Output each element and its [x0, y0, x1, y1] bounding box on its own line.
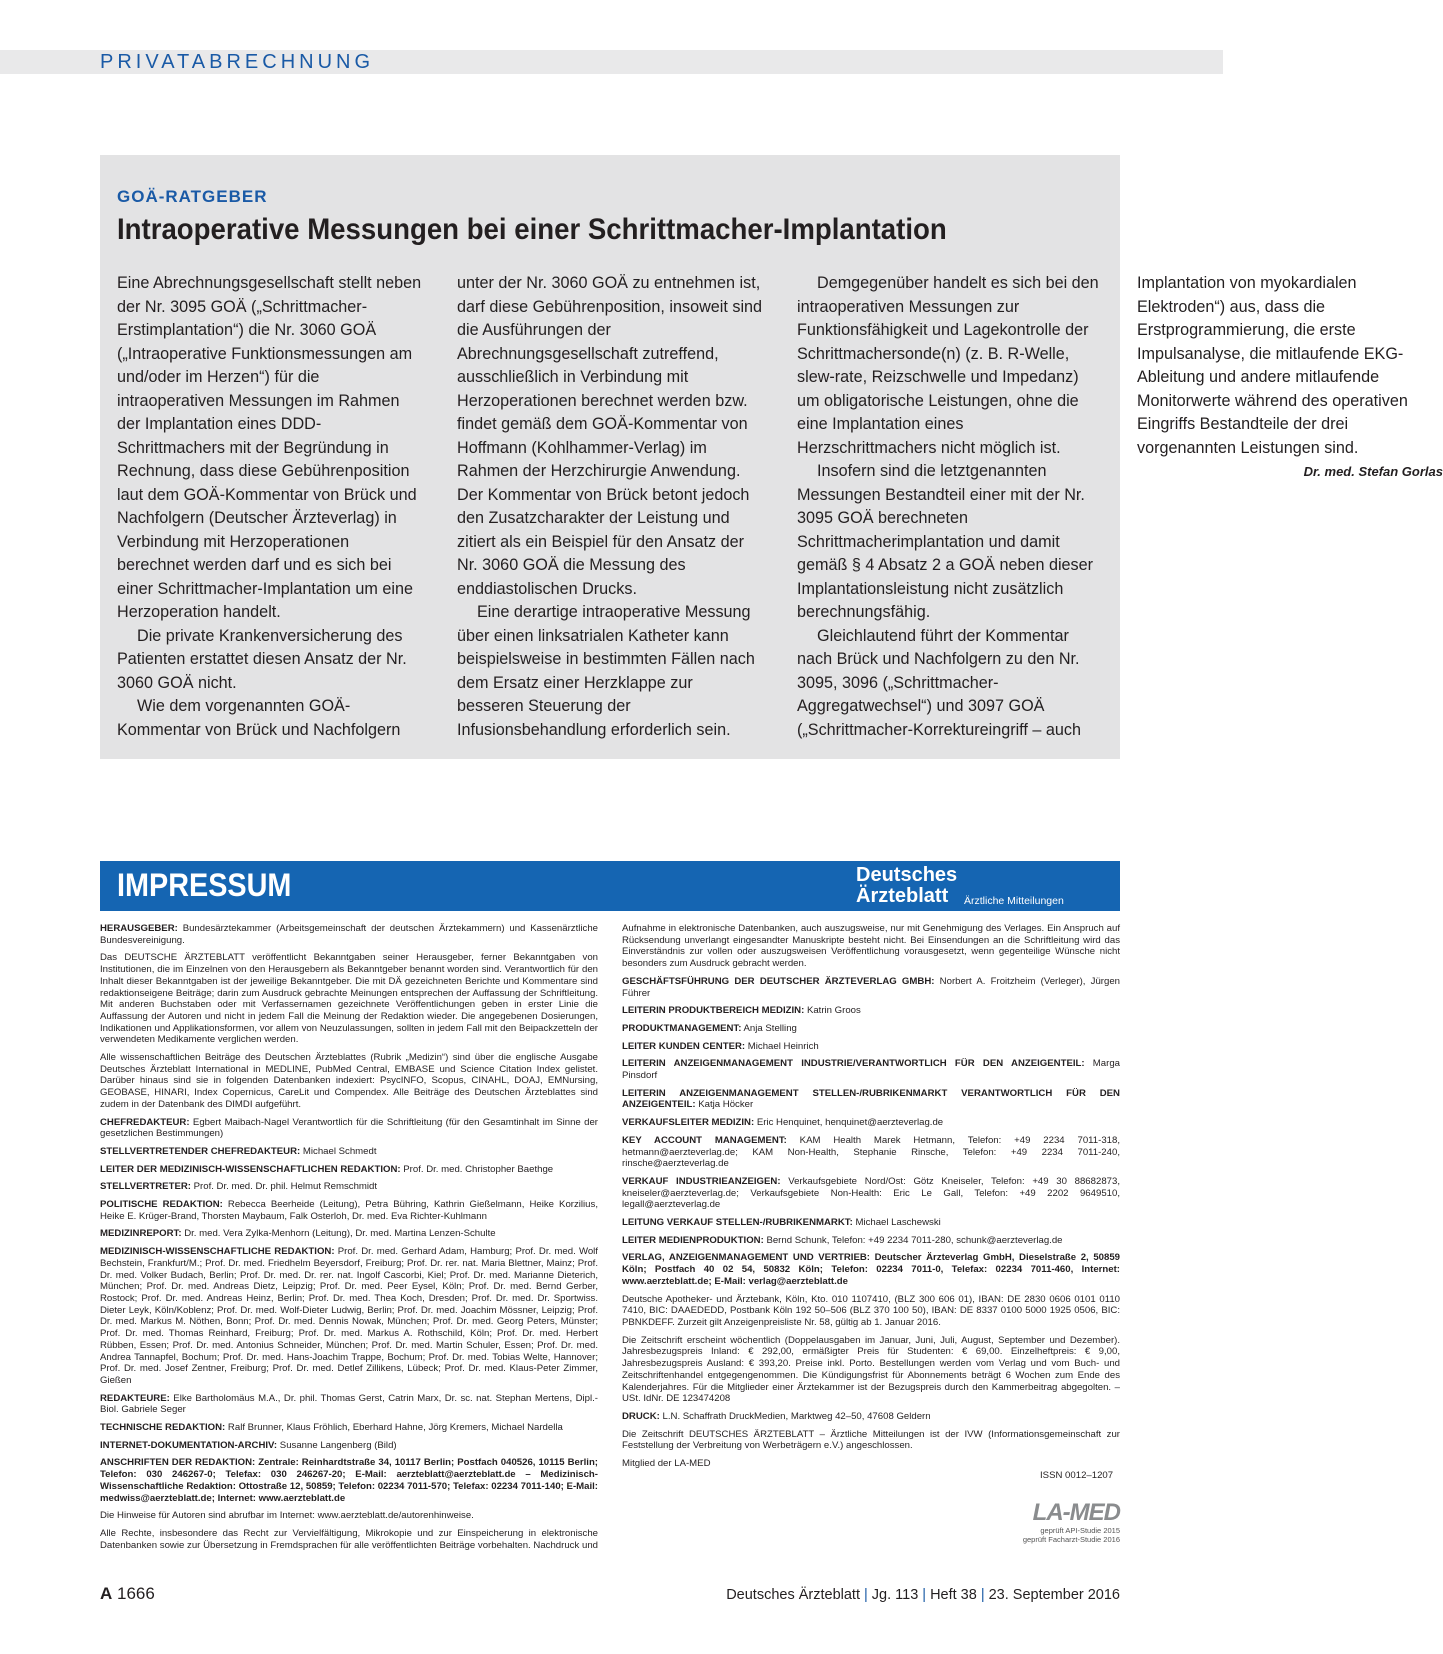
impressum-item-head: TECHNISCHE REDAKTION: — [100, 1422, 226, 1434]
impressum-item-text: Alle wissenschaftlichen Beiträge des Deutschen Ärzteblattes (Rubrik „Medizin“) sind über die englische Ausgabe Deutsches Ärzteblatt International in MEDLINE, PubMed Central, EMBASE und Science Citation Index gelistet. Darüber hinaus sind sie in folgenden Datenbanken indexiert: PsycINFO, Scopus, CINAHL, DOAJ, EMNursing, GEOBASE, HINARI, Index Copernicus, CareLit und Compendex. Alle Beiträge des Deutschen Ärzteblattes sind zudem in der Datenbank des DIMDI aufgeführt. — [100, 1052, 598, 1110]
impressum-item-text: Prof. Dr. med. Christopher Baethge — [400, 1163, 554, 1175]
impressum-item-text: Marga Pinsdorf — [622, 1058, 1121, 1082]
impressum-item-head: MEDIZINREPORT: — [100, 1228, 182, 1240]
page-prefix: A — [100, 1584, 113, 1603]
impressum-body — [100, 923, 1120, 1553]
impressum-item-text: Ralf Brunner, Klaus Fröhlich, Eberhard Hahne, Jörg Kremers, Michael Nardella — [225, 1422, 563, 1434]
impressum-item-text: Katja Höcker — [695, 1099, 754, 1111]
impressum-item-text: Rebecca Beerheide (Leitung), Petra Bühring, Kathrin Gießelmann, Heike Korzilius, Heike E. Krüger-Brand, Thorsten Maybaum, Falk Osterloh, Dr. med. Eva Richter-Kuhlmann — [100, 1199, 598, 1222]
impressum-item — [100, 1052, 598, 1111]
article-author: Dr. med. Stefan Gorlas — [1303, 464, 1443, 479]
impressum-item — [100, 1422, 598, 1434]
impressum-item-text: Die Zeitschrift erscheint wöchentlich (Doppelausgaben im Januar, Juni, Juli, August, September und Dezember). Jahresbezugspreis Inland: € 292,00, ermäßigter Preis für Studenten: € 69,00. Einzelheftpreis: € 9,00, Jahresbezugspreis Ausland: € 393,20. Preise inkl. Porto. Bestellungen werden vom Verlag und vom Buch- und Zeitschriftenhandel entgegengenommen. Die Kündigungsfrist für Abonnements beträgt 6 Wochen zum Ende des Kalenderjahres. Für die Mitglieder einer Ärztekammer ist der Bezugspreis durch den Kammerbeitrag abgegolten. – USt. IdNr. DE 123474208 — [622, 1334, 1120, 1405]
impressum-item-text: Dr. med. Vera Zylka-Menhorn (Leitung), Dr. med. Martina Lenzen-Schulte — [181, 1228, 496, 1240]
impressum-item-head: STELLVERTRETER: — [100, 1181, 191, 1193]
impressum-item-text: Egbert Maibach-Nagel Verantwortlich für die Schriftleitung (für den Gesamtinhalt im Sinne der gesetzlichen Bestimmungen) — [100, 1116, 598, 1140]
impressum-title: IMPRESSUM — [117, 867, 292, 903]
impressum-item-text: Michael Schmedt — [300, 1145, 377, 1157]
impressum-item-head: GESCHÄFTSFÜHRUNG DER DEUTSCHER ÄRZTEVERLAG GMBH: — [622, 975, 935, 987]
impressum-item — [622, 1088, 1120, 1111]
impressum-item — [622, 1058, 1120, 1081]
impressum-item-text: Michael Heinrich — [745, 1040, 819, 1052]
impressum-item-text: Katrin Groos — [804, 1005, 861, 1017]
impressum-item — [622, 1335, 1120, 1405]
section-label: PRIVATABRECHNUNG — [100, 51, 375, 73]
impressum-item-head: REDAKTEURE: — [100, 1392, 170, 1404]
impressum-item-text: Michael Laschewski — [852, 1217, 941, 1229]
page-number — [100, 1584, 155, 1604]
impressum-item-head: INTERNET-DOKUMENTATION-ARCHIV: — [100, 1439, 278, 1451]
impressum-item — [100, 1117, 598, 1140]
article-paragraph: Eine Abrechnungsgesellschaft stellt neben der Nr. 3095 GOÄ („Schrittmacher-Erstimplantation“) die Nr. 3060 GOÄ („Intraoperative Funktionsmessungen am und/oder im Herzen“) für die intraoperativen Messungen im Rahmen der Implantation eines DDD-Schrittmachers mit der Begründung in Rechnung, dass diese Gebührenposition laut dem GOÄ-Kommentar von Brück und Nachfolgern (Deutscher Ärzteverlag) in Verbindung mit Herzoperationen berechnet werden darf und es sich bei einer Schrittmacher-Implantation um eine Herzoperation handelt. — [117, 274, 422, 621]
impressum-item-head: VERKAUF INDUSTRIEANZEIGEN: — [622, 1175, 781, 1187]
journal-logo — [856, 865, 1096, 909]
article-kicker: GOÄ-RATGEBER — [117, 187, 268, 206]
impressum-header — [100, 861, 1120, 911]
impressum-item-text: Deutsche Apotheker- und Ärztebank, Köln, Kto. 010 1107410, (BLZ 300 606 01), IBAN: DE 2830 0606 0101 0110 7410, BIC: DAAEDEDD, Postbank Köln 192 50–506 (BLZ 370 100 50), IBAN: DE 8337 0100 5000 1925 0506, BIC: PBNKDEFF. Zurzeit gilt Anzeigenpreisliste Nr. 58, gültig ab 1. Januar 2016. — [622, 1293, 1120, 1328]
footer-journal: Deutsches Ärzteblatt — [726, 1587, 860, 1603]
impressum-item — [622, 1294, 1120, 1329]
impressum-item — [100, 1181, 598, 1193]
impressum-item — [100, 1246, 598, 1386]
impressum-item-head: LEITERIN ANZEIGENMANAGEMENT STELLEN-/RUBRIKENMARKT VERANTWORTLICH FÜR DEN ANZEIGENTEIL: — [622, 1087, 1120, 1111]
impressum-item — [100, 1164, 598, 1176]
impressum-item — [622, 1235, 1120, 1247]
footer-issue: Heft 38 — [930, 1587, 977, 1603]
article-paragraph: Die private Krankenversicherung des Patienten erstattet diesen Ansatz der Nr. 3060 GOÄ nicht. — [117, 626, 407, 692]
impressum-item-head: LEITER DER MEDIZINISCH-WISSENSCHAFTLICHEN REDAKTION: — [100, 1163, 401, 1175]
impressum-item-head: LEITUNG VERKAUF STELLEN-/RUBRIKENMARKT: — [622, 1217, 853, 1229]
logo-line2: Ärzteblatt — [856, 885, 949, 907]
impressum-item — [622, 1458, 1120, 1470]
impressum-item-head: HERAUSGEBER: — [100, 923, 178, 934]
impressum-item — [100, 1457, 598, 1504]
impressum-item — [622, 1429, 1120, 1452]
issn: ISSN 0012–1207 — [1040, 1470, 1114, 1481]
article-paragraph: Insofern sind die letztgenannten Messungen Bestandteil einer mit der Nr. 3095 GOÄ berechneten Schrittmacherimplantation und damit gemäß § 4 Absatz 2 a GOÄ neben dieser Implantationsleistung nicht zusätzlich berechnungsfähig. — [797, 462, 1094, 621]
impressum-item-head: LEITER MEDIENPRODUKTION: — [622, 1234, 764, 1246]
article-paragraph: Demgegenüber handelt es sich bei den intraoperativen Messungen zur Funktionsfähigkeit und Lagekontrolle der Schrittmachersonde(n) (z. B. R-Welle, slew-rate, Reizschwelle und Impedanz) um obligatorische Leistungen, ohne die eine Implantation eines Herzschrittmachers nicht möglich ist. — [797, 274, 1099, 457]
impressum-item-text: Prof. Dr. med. Gerhard Adam, Hamburg; Prof. Dr. med. Wolf Bechstein, Frankfurt/M.; Prof. Dr. med. Friedhelm Beyersdorf, Freiburg; Prof. Dr. rer. nat. Maria Blettner, Mainz; Prof. Dr. med. Volker Budach, Berlin; Prof. Dr. med. Dr. rer. nat. Ingolf Cascorbi, Kiel; Prof. Dr. med. Marianne Dieterich, München; Prof. Dr. med. Andreas Dietz, Leipzig; Prof. Dr. med. Peer Eysel, Köln; Prof. Dr. med. Bernd Gerber, Rostock; Prof. Dr. med. Andreas Heinz, Berlin; Prof. Dr. med. Thea Koch, Dresden; Prof. Dr. med. Dr. Sportwiss. Dieter Leyk, Köln/Koblenz; Prof. Dr. med. Wolf-Dieter Ludwig, Berlin; Prof. Dr. med. Joachim Mössner, Leipzig; Prof. Dr. med. Markus M. Nöthen, Bonn; Prof. Dr. med. Dennis Nowak, München; Prof. Dr. med. Georg Peters, Münster; Prof. Dr. med. Thomas Reinhard, Freiburg; Prof. Dr. med. Markus A. Rothschild, Köln; Prof. Dr. med. Herbert Rübben, Essen; Prof. Dr. med. Antonius Schneider, München; Prof. Dr. med. Martin Schuler, Essen; Prof. Dr. med. Andrea Tannapfel, Bochum; Prof. Dr. med. Hans-Joachim Trappe, Bochum; Prof. Dr. med. Tobias Welte, Hannover; Prof. Dr. med. Josef Zentner, Freiburg; Prof. Dr. med. Detlef Zillikens, Lübeck; Prof. Dr. med. Klaus-Peter Zimmer, Gießen — [100, 1246, 598, 1386]
impressum-item-text: Die Zeitschrift DEUTSCHES ÄRZTEBLATT – Ärztliche Mitteilungen ist der IVW (Informationsgemeinschaft zur Feststellung der Verbreitung von Werbeträgern e.V.) angeschlossen. — [622, 1428, 1120, 1452]
article-title: Intraoperative Messungen bei einer Schrittmacher-Implantation — [117, 213, 947, 246]
article-body — [117, 272, 1443, 742]
impressum-item-head: VERKAUFSLEITER MEDIZIN: — [622, 1117, 755, 1129]
impressum-item — [100, 1440, 598, 1452]
impressum-item-head: STELLVERTRETENDER CHEFREDAKTEUR: — [100, 1145, 301, 1157]
footer-date: 23. September 2016 — [988, 1587, 1120, 1603]
impressum-item-head: MEDIZINISCH-WISSENSCHAFTLICHE REDAKTION: — [100, 1246, 335, 1258]
footer-citation: Deutsches Ärzteblatt | Jg. 113 | Heft 38 | 23. September 2016 — [726, 1587, 1120, 1603]
impressum-item-text: Bundesärztekammer (Arbeitsgemeinschaft der deutschen Ärztekammern) und Kassenärztliche Bundesvereinigung. — [100, 923, 598, 946]
impressum-item — [100, 1199, 598, 1222]
impressum-item — [100, 923, 598, 946]
impressum-item-text: Bernd Schunk, Telefon: +49 2234 7011-280, schunk@aerzteverlag.de — [763, 1234, 1063, 1246]
impressum-item — [100, 1146, 598, 1158]
impressum-item-text: Anja Stelling — [741, 1022, 797, 1034]
impressum-item-text: Prof. Dr. med. Dr. phil. Helmut Remschmidt — [190, 1181, 378, 1193]
impressum-item-head: DRUCK: — [622, 1410, 660, 1422]
impressum-item-head: PRODUKTMANAGEMENT: — [622, 1022, 742, 1034]
logo-line1: Deutsches — [856, 864, 958, 886]
impressum-item-head: LEITER KUNDEN CENTER: — [622, 1040, 746, 1052]
impressum-item-head: CHEFREDAKTEUR: — [100, 1116, 190, 1128]
impressum-item-head: POLITISCHE REDAKTION: — [100, 1199, 223, 1211]
impressum-item — [622, 1252, 1120, 1287]
impressum-item-text: L.N. Schaffrath DruckMedien, Marktweg 42–50, 47608 Geldern — [659, 1410, 931, 1422]
impressum-item-head: VERLAG, ANZEIGENMANAGEMENT UND VERTRIEB: Deutscher Ärzteverlag GmbH, Dieselstraße 2, 50859 Köln; Postfach 40 02 54, 50832 Köln; Telefon: 02234 7011-0, Telefax: 02234 7011-460, Internet: www.aerzteblatt.de; E-Mail: verlag@aerzteblatt.de — [622, 1252, 1120, 1287]
impressum-item — [622, 1005, 1120, 1017]
impressum-item-text: Norbert A. Froitzheim (Verleger), Jürgen Führer — [622, 975, 1121, 999]
section-bar — [0, 50, 1223, 74]
article-box — [100, 155, 1443, 759]
impressum-item-text: Verkaufsgebiete Nord/Ost: Götz Kneiseler, Telefon: +49 30 88682873, kneiseler@aerzteverlag.de; Verkaufsgebiete Non-Health: Eric Le Gall, Telefon: +49 2202 9649510, legall@aerzteverlag.de — [622, 1175, 1120, 1211]
article-paragraph-text: Gleichlautend führt der Kommentar nach Brück und Nachfolgern zu den Nr. 3095, 3096 („Schrittmacher-Aggregatwechsel“) und 3097 GOÄ („Schrittmacher-Korrektureingriff – auch Implantation von myokardialen Elektroden“) aus, dass die Erstprogrammierung, die erste Impulsanalyse, die mitlaufende EKG-Ableitung und andere mitlaufende Monitorwerte während des operativen Eingriffs Bestandteile der drei vorgenannten Leistungen sind. — [797, 274, 1408, 739]
impressum-item-head: LEITERIN PRODUKTBEREICH MEDIZIN: — [622, 1005, 805, 1017]
impressum-item-text: Das DEUTSCHE ÄRZTEBLATT veröffentlicht Bekanntgaben seiner Herausgeber, ferner Bekanntgaben von Institutionen, die im Einzelnen von den Herausgebern als Bekanntgeber benannt worden sind. Verantwortlich für den Inhalt dieser Bekanntgaben ist der jeweilige Bekanntgeber. Die mit DÄ gezeichneten Berichte und Kommentare sind redaktionseigene Beiträge; darin zum Ausdruck gebrachte Meinungen entsprechen der Auffassung der Schriftleitung. Mit anderen Buchstaben oder mit Verfassernamen gezeichnete Veröffentlichungen geben in erster Linie die Auffassung der Autoren und nicht in jedem Fall die Meinung der Redaktion wieder. Die angegebenen Dosierungen, Indikationen und Applikationsformen, vor allem von Neuzulassungen, sollten in jedem Fall mit den Beipackzetteln der verwendeten Medikamente verglichen werden. — [100, 952, 598, 1046]
impressum-item-text: Alle Rechte, insbesondere das Recht zur Vervielfältigung, Mikrokopie und zur Einspeicherung in elektronische Datenbanken sowie zur Übersetzung in Fremdsprachen für alle veröffentlichten Beiträge vorbehalten. Nachdruck und Aufnahme in elektronische Datenbanken, auch auszugsweise, nur mit Genehmigung des Verlages. Ein Anspruch auf Rücksendung unverlangt eingesandter Manuskripte besteht nicht. Bei Einsendungen an die Schriftleitung wird das Einverständnis zur vollen oder auszugsweisen Veröffentlichung vorausgesetzt, wenn gegenteilige Wünsche nicht besonders zum Ausdruck gebracht werden. — [100, 923, 1120, 1551]
impressum-item-text: Susanne Langenberg (Bild) — [277, 1439, 397, 1451]
article-paragraph: Wie dem vorgenannten GOÄ-Kommentar von Brück und Nachfolgern unter der Nr. 3060 GOÄ zu entnehmen ist, darf diese Gebührenposition, insoweit sind die Ausführungen der Abrechnungsgesellschaft zutreffend, ausschließlich in Verbindung mit Herzoperationen berechnet werden bzw. findet gemäß dem GOÄ-Kommentar von Hoffmann (Kohlhammer-Verlag) im Rahmen der Herzchirurgie Anwendung. Der Kommentar von Brück betont jedoch den Zusatzcharakter der Leistung und zitiert als ein Beispiel für den Ansatz der Nr. 3060 GOÄ die Messung des enddiastolischen Drucks. — [117, 274, 763, 739]
impressum-item — [100, 1510, 598, 1522]
impressum-item — [622, 1176, 1120, 1211]
article-paragraph: Eine derartige intraoperative Messung über einen linksatrialen Katheter kann beispielsweise in bestimmten Fällen nach dem Ersatz einer Herzklappe zur besseren Steuerung der Infusionsbehandlung erforderlich sein. — [457, 603, 755, 739]
impressum-item-head: LEITERIN ANZEIGENMANAGEMENT INDUSTRIE/VERANTWORTLICH FÜR DEN ANZEIGENTEIL: — [622, 1058, 1085, 1070]
impressum-item-text: Die Hinweise für Autoren sind abrufbar im Internet: www.aerzteblatt.de/autorenhinweise. — [100, 1510, 474, 1522]
impressum-item — [622, 1135, 1120, 1170]
impressum-item — [622, 976, 1120, 999]
impressum-item-text: Eric Henquinet, henquinet@aerzteverlag.de — [754, 1117, 944, 1129]
la-med-sub2: geprüft Facharzt-Studie 2016 — [1022, 1535, 1120, 1544]
footer-volume: Jg. 113 — [871, 1587, 919, 1603]
impressum-item-text: KAM Health Marek Hetmann, Telefon: +49 2234 7011-318, hetmann@aerzteverlag.de; KAM Non-Health, Stephanie Rinsche, Telefon: +49 2234 7011-240, rinsche@aerzteverlag.de — [622, 1134, 1120, 1170]
page-number-value: 1666 — [117, 1584, 155, 1603]
impressum-item — [100, 1228, 598, 1240]
impressum-item — [100, 952, 598, 1046]
impressum-item — [622, 1411, 1120, 1423]
la-med-sub1: geprüft API-Studie 2015 — [1040, 1526, 1120, 1535]
impressum-item — [100, 1393, 598, 1416]
impressum-item-head: ANSCHRIFTEN DER REDAKTION: Zentrale: Reinhardtstraße 34, 10117 Berlin; Postfach 040526, 10115 Berlin; Telefon: 030 246267-0; Telefax: 030 246267-20; E-Mail: aerzteblatt@aerzteblatt.de – Medizinisch-Wissenschaftliche Redaktion: Ottostraße 12, 50859; Telefon: 02234 7011-570; Telefax: 02234 7011-140; E-Mail: medwiss@aerzteblatt.de; Internet: www.aerzteblatt.de — [100, 1457, 598, 1504]
impressum-item-head: KEY ACCOUNT MANAGEMENT: — [622, 1134, 787, 1146]
logo-subtitle: Ärztliche Mitteilungen — [964, 895, 1064, 907]
impressum-item-text: Elke Bartholomäus M.A., Dr. phil. Thomas Gerst, Catrin Marx, Dr. sc. nat. Stephan Mertens, Dipl.-Biol. Gabriele Seger — [100, 1392, 598, 1416]
la-med-logo: LA-MED — [1032, 1499, 1120, 1526]
impressum-item-text: Mitglied der LA-MED — [622, 1458, 711, 1470]
la-med-badge — [1020, 1500, 1120, 1555]
impressum-item — [622, 1041, 1120, 1053]
impressum-item — [622, 1117, 1120, 1129]
impressum-item — [622, 1217, 1120, 1229]
impressum-item — [622, 1023, 1120, 1035]
